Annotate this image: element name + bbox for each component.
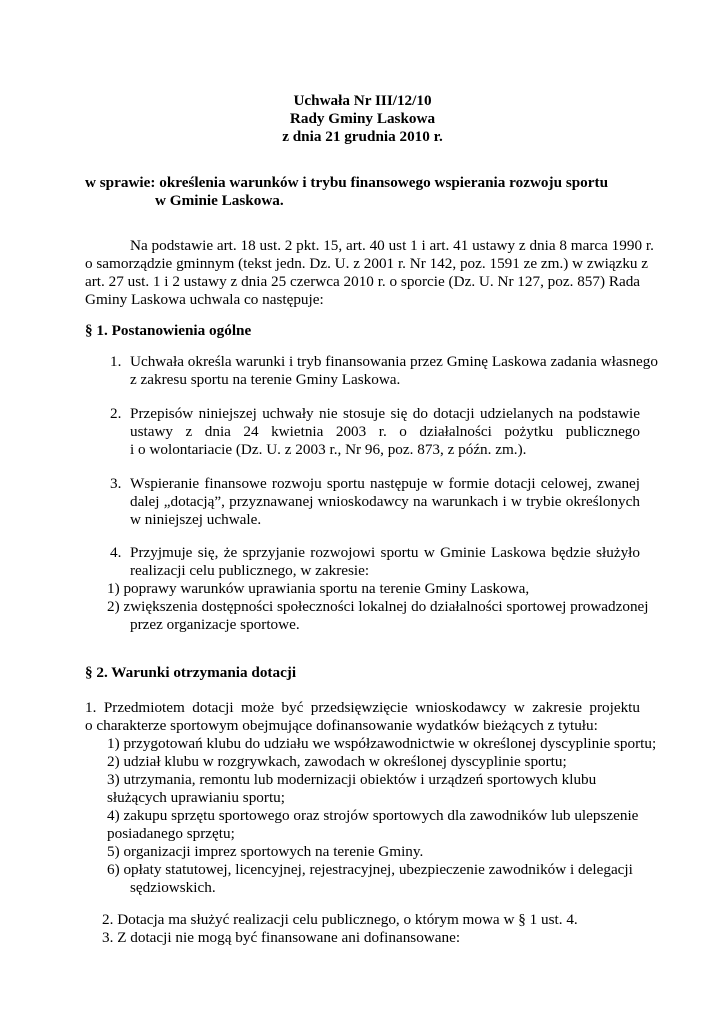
subject-line-1: w sprawie: określenia warunków i trybu finansowego wspierania rozwoju sportu <box>85 174 609 191</box>
item-line: Wspieranie finansowe rozwoju sportu następuje w formie dotacji celowej, zwanej <box>130 475 640 492</box>
list-line: 4) zakupu sprzętu sportowego oraz strojów sportowych dla zawodników lub ulepszenie <box>107 807 639 824</box>
tail-line: 2. Dotacja ma służyć realizacji celu publicznego, o którym mowa w § 1 ust. 4. <box>102 911 578 928</box>
item-number: 4. <box>110 544 122 561</box>
item-line: ustawy z dnia 24 kwietnia 2003 r. o działalności pożytku publicznego <box>130 423 640 440</box>
item-number: 2. <box>110 405 122 422</box>
item-line: dalej „dotacją”, przyznawanej wnioskodawcy na warunkach i w trybie określonych <box>130 493 640 510</box>
list-line: 6) opłaty statutowej, licencyjnej, rejestracyjnej, ubezpieczenie zawodników i delegacji <box>107 861 633 878</box>
list-line: służących uprawianiu sportu; <box>107 789 285 806</box>
council-name: Rady Gminy Laskowa <box>289 110 436 127</box>
sub-item-line: 1) poprawy warunków uprawiania sportu na terenie Gminy Laskowa, <box>107 580 530 597</box>
item-line: w niniejszej uchwale. <box>130 511 262 528</box>
list-line: 1) przygotowań klubu do udziału we współzawodnictwie w określonej dyscyplinie sportu; <box>107 735 657 752</box>
section-2-heading: § 2. Warunki otrzymania dotacji <box>85 664 297 681</box>
subject-line-2: w Gminie Laskowa. <box>155 192 284 209</box>
item-line: Przepisów niniejszej uchwały nie stosuje się do dotacji udzielanych na podstawie <box>130 405 640 422</box>
sub-item-line: przez organizacje sportowe. <box>130 616 300 633</box>
list-line: 2) udział klubu w rozgrywkach, zawodach w określonej dyscyplinie sportu; <box>107 753 567 770</box>
list-line: 3) utrzymania, remontu lub modernizacji obiektów i urządzeń sportowych klubu <box>107 771 597 788</box>
sub-item-line: 2) zwiększenia dostępności społeczności lokalnej do działalności sportowej prowadzonej <box>107 598 649 615</box>
intro-line: 1. Przedmiotem dotacji może być przedsięwzięcie wnioskodawcy w zakresie projektu <box>85 699 640 716</box>
preamble-line: Gminy Laskowa uchwala co następuje: <box>85 291 324 308</box>
item-line: realizacji celu publicznego, w zakresie: <box>130 562 370 579</box>
item-line: z zakresu sportu na terenie Gminy Laskowa. <box>130 371 401 388</box>
item-line: Przyjmuje się, że sprzyjanie rozwojowi sportu w Gminie Laskowa będzie służyło <box>130 544 640 561</box>
preamble-line: art. 27 ust. 1 i 2 ustawy z dnia 25 czerwca 2010 r. o sporcie (Dz. U. Nr 127, poz. 857) Rada <box>85 273 641 290</box>
resolution-date: z dnia 21 grudnia 2010 r. <box>282 128 443 145</box>
resolution-number: Uchwała Nr III/12/10 <box>293 92 432 109</box>
item-line: i o wolontariacie (Dz. U. z 2003 r., Nr 96, poz. 873, z późn. zm.). <box>130 441 527 458</box>
list-line: posiadanego sprzętu; <box>107 825 235 842</box>
list-line: sędziowskich. <box>130 879 216 896</box>
intro-line: o charakterze sportowym obejmujące dofinansowanie wydatków bieżących z tytułu: <box>85 717 598 734</box>
preamble-line: Na podstawie art. 18 ust. 2 pkt. 15, art. 40 ust 1 i art. 41 ustawy z dnia 8 marca 1990 r. <box>130 237 654 254</box>
preamble-line: o samorządzie gminnym (tekst jedn. Dz. U. z 2001 r. Nr 142, poz. 1591 ze zm.) w związku z <box>85 255 649 272</box>
list-line: 5) organizacji imprez sportowych na terenie Gminy. <box>107 843 424 860</box>
item-number: 3. <box>110 475 122 492</box>
item-number: 1. <box>110 353 122 370</box>
section-1-heading: § 1. Postanowienia ogólne <box>85 322 252 339</box>
item-line: Uchwała określa warunki i tryb finansowania przez Gminę Laskowa zadania własnego <box>130 353 658 370</box>
tail-line: 3. Z dotacji nie mogą być finansowane ani dofinansowane: <box>102 929 461 946</box>
